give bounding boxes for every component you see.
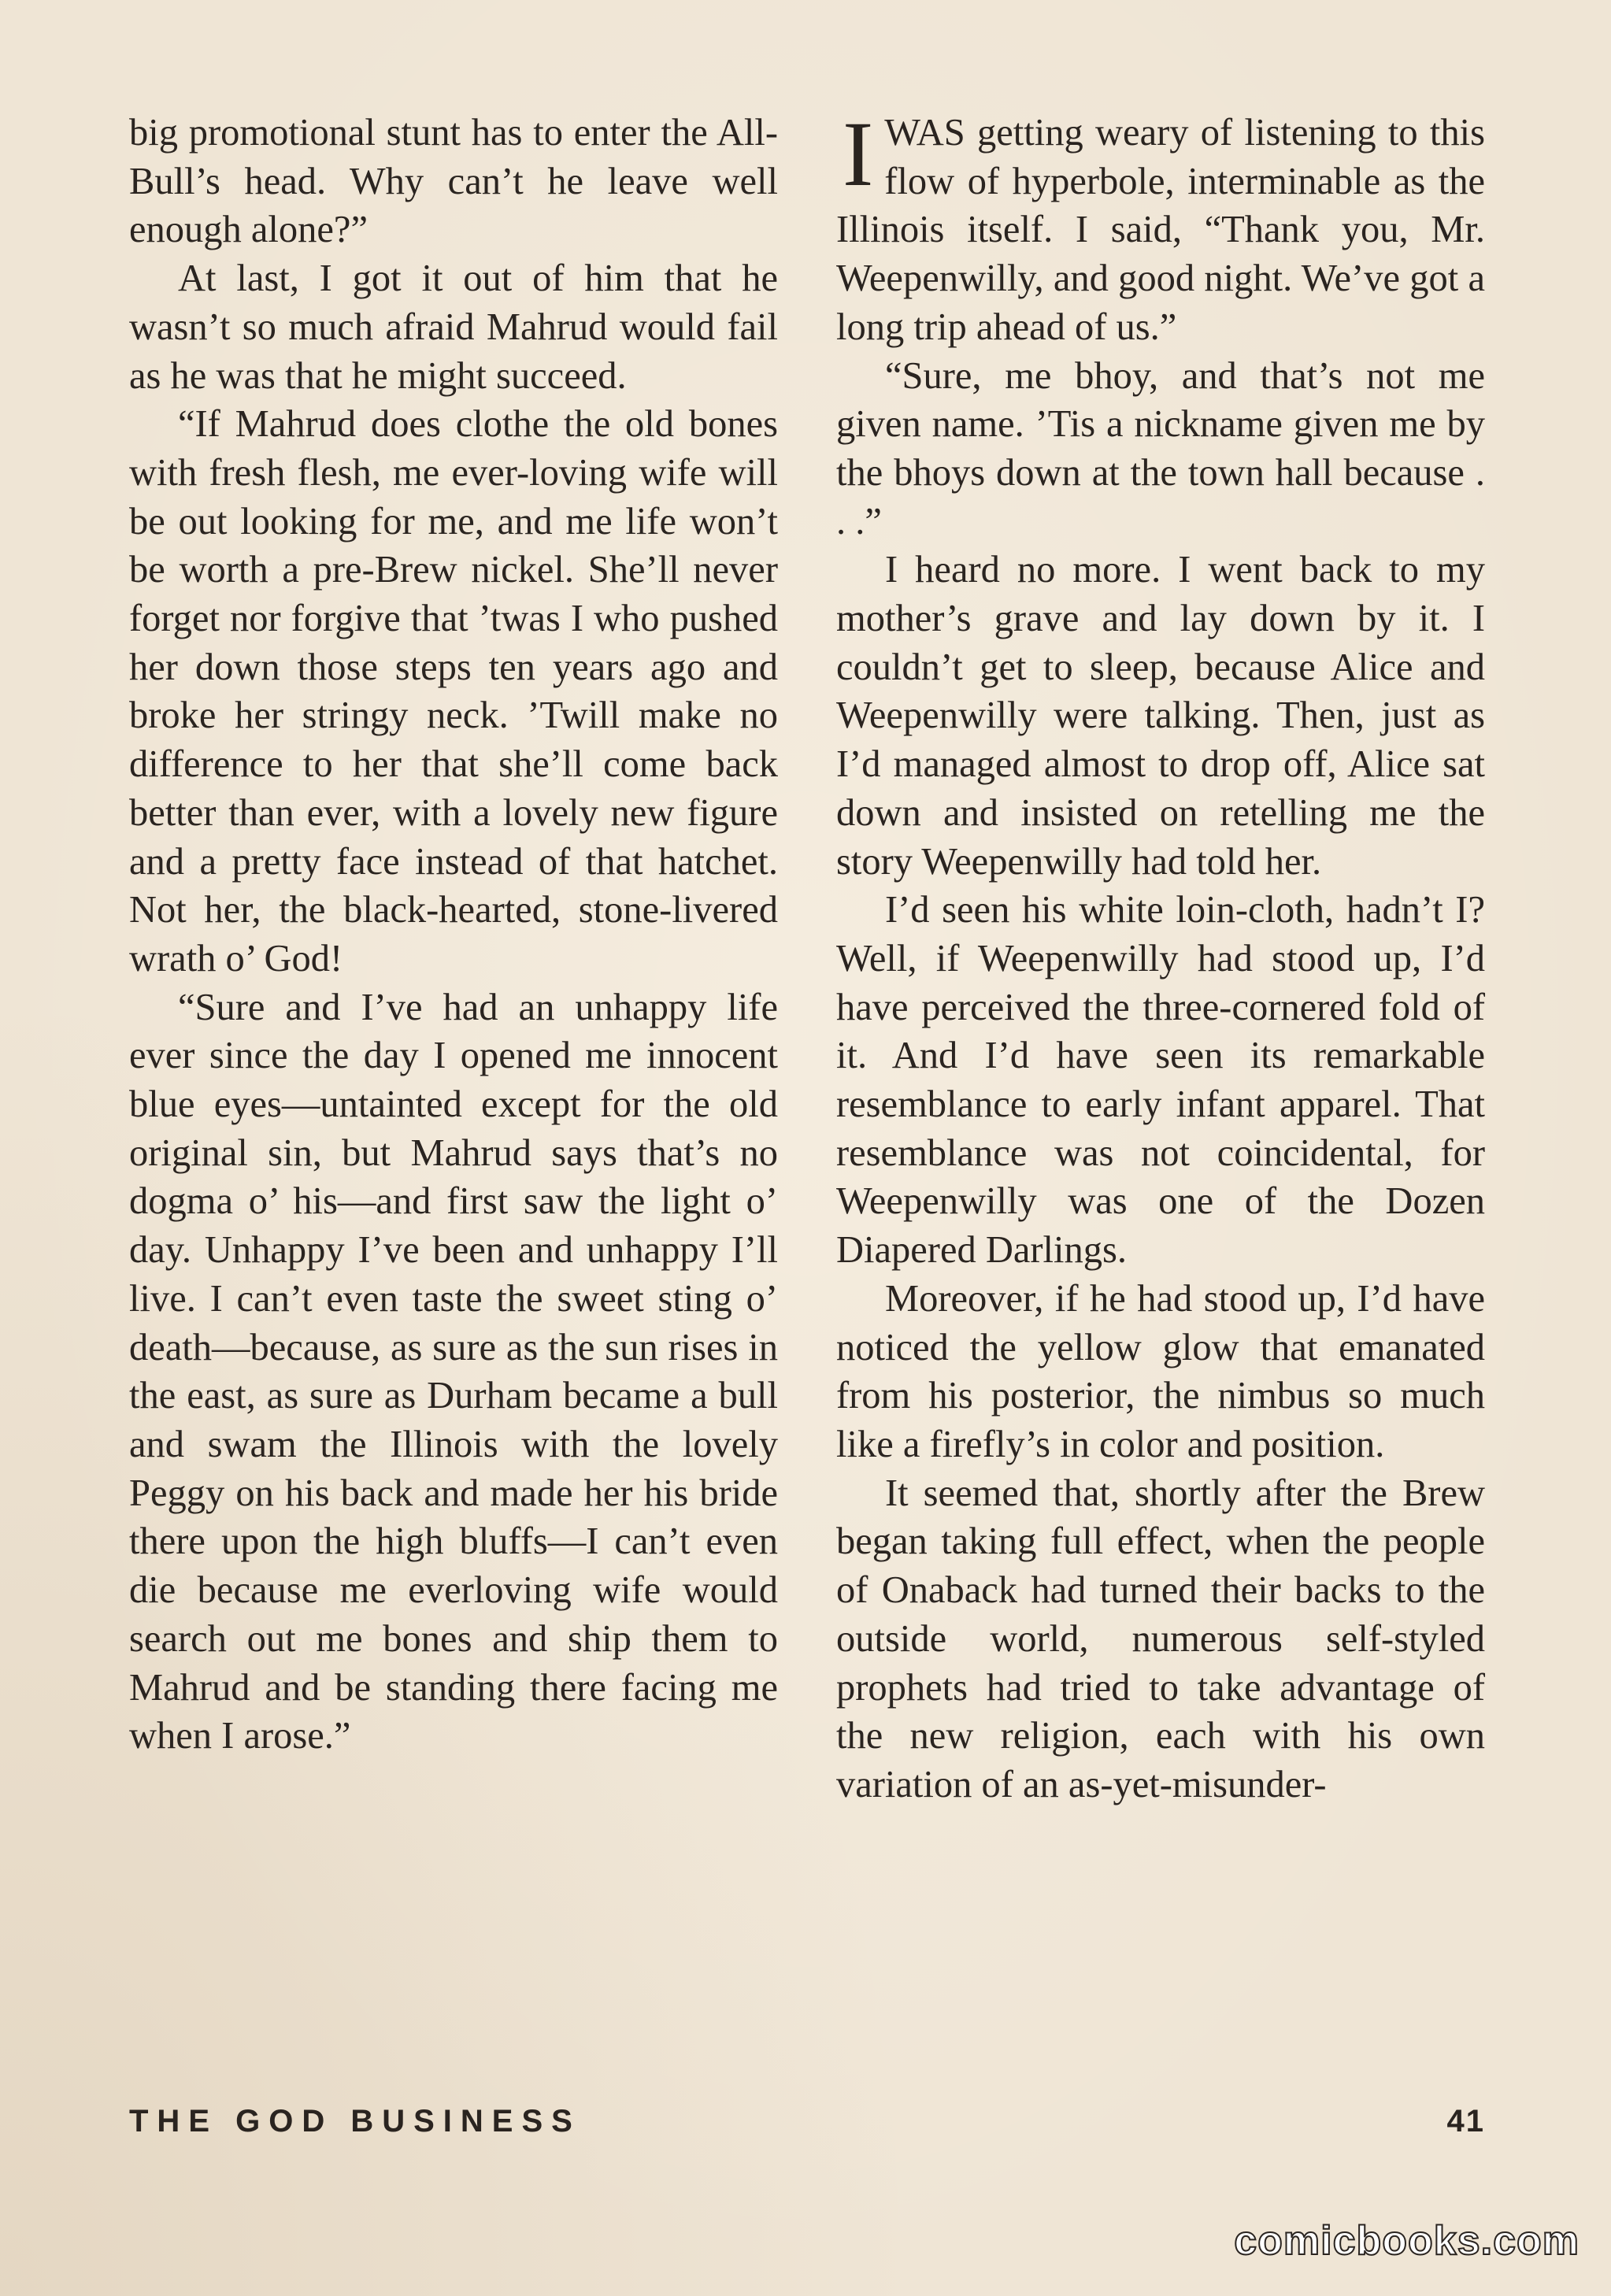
page-number: 41 bbox=[1446, 2104, 1485, 2139]
paragraph: Moreover, if he had stood up, I’d have noticed the yellow glow that emanated from his posterior, the nimbus so much like a firefly’s in color and position. bbox=[836, 1277, 1485, 1465]
page-footer bbox=[129, 2104, 1485, 2151]
paragraph: It seemed that, shortly after the Brew began taking full effect, when the people of Onaback had turned their backs to the outside world, numerous self-styled prophets had tried to take advantage of the new religion, each with his own variation of an as-yet-misunder- bbox=[836, 1472, 1485, 1805]
paragraph: “Sure, me bhoy, and that’s not me given name. ’Tis a nickname given me by the bhoys down at the town hall because . . .” bbox=[836, 354, 1485, 543]
running-title: THE GOD BUSINESS bbox=[129, 2104, 581, 2139]
paragraph: “If Mahrud does clothe the old bones with fresh flesh, me ever-loving wife will be out looking for me, and me life won’t be worth a pre-Brew nickel. She’ll never forget nor forgive that ’twas I who pushed her down those steps ten years ago and broke her stringy neck. ’Twill make no difference to her that she’ll come back better than ever, with a lovely new figure and a pretty face instead of that hatchet. Not her, the black-hearted, stone-livered wrath o’ God! bbox=[129, 403, 778, 980]
right-text-column bbox=[836, 102, 1485, 1809]
drop-cap: I bbox=[843, 102, 874, 206]
paragraph: At last, I got it out of him that he wasn’t so much afraid Mahrud would fail as he was that he might succeed. bbox=[129, 257, 778, 397]
opening-paragraph-text: WAS getting weary of listening to this flow of hyperbole, interminable as the Illinois itself. I said, “Thank you, Mr. Weepenwilly, and good night. We’ve got a long trip ahead of us.” bbox=[836, 112, 1485, 348]
paragraph: I’d seen his white loin-cloth, hadn’t I? Well, if Weepenwilly had stood up, I’d have perceived the three-cornered fold of it. And I’d have seen its remarkable resemblance to early infant apparel. That resemblance was not coincidental, for Weepenwilly was one of the Dozen Diapered Darlings. bbox=[836, 889, 1485, 1272]
paragraph: big promotional stunt has to enter the All-Bull’s head. Why can’t he leave well enough alone?” bbox=[129, 112, 778, 251]
paragraph: I heard no more. I went back to my mother’s grave and lay down by it. I couldn’t get to sleep, because Alice and Weepenwilly were talking. Then, just as I’d managed almost to drop off, Alice sat down and insisted on retelling me the story Weepenwilly had told her. bbox=[836, 549, 1485, 883]
left-text-column bbox=[129, 109, 778, 1761]
site-watermark: comicbooks.com bbox=[1234, 2218, 1580, 2264]
opening-paragraph bbox=[836, 102, 1485, 352]
paragraph: “Sure and I’ve had an unhappy life ever since the day I opened me innocent blue eyes—untainted except for the old original sin, but Mahrud says that’s no dogma o’ his—and first saw the light o’ day. Unhappy I’ve been and unhappy I’ll live. I can’t even taste the sweet sting o’ death—because, as sure as the sun rises in the east, as sure as Durham became a bull and swam the Illinois with the lovely Peggy on his back and made her his bride there upon the high bluffs—I can’t even die because me everloving wife would search out me bones and ship them to Mahrud and be standing there facing me when I arose.” bbox=[129, 986, 778, 1757]
